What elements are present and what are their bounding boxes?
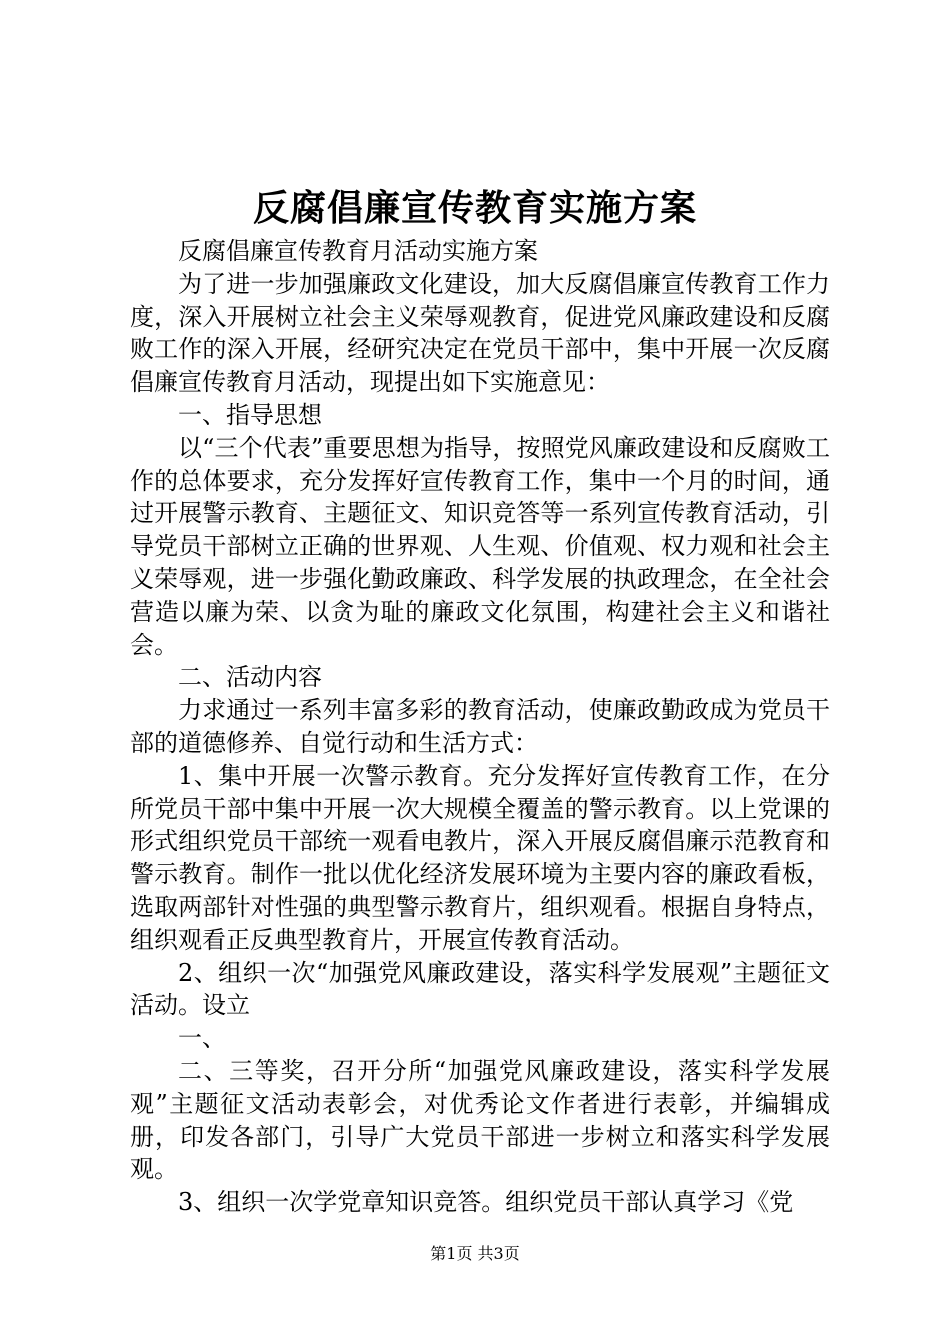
paragraph-intro: 为了进一步加强廉政文化建设，加大反腐倡廉宣传教育工作力度，深入开展树立社会主义荣辱观教育，促进党风廉政建设和反腐败工作的深入开展，经研究决定在党员干部中，集中开展一次反腐倡廉宣传教育月活动，现提出如下实施意见： <box>130 269 830 397</box>
paragraph-item-1: 1、集中开展一次警示教育。充分发挥好宣传教育工作，在分所党员干部中集中开展一次大规模全覆盖的警示教育。以上党课的形式组织党员干部统一观看电教片，深入开展反腐倡廉示范教育和警示教育。制作一批以优化经济发展环境为主要内容的廉政看板，选取两部针对性强的典型警示教育片，组织观看。根据自身特点，组织观看正反典型教育片，开展宣传教育活动。 <box>130 761 830 954</box>
paragraph-guiding-ideology: 以“三个代表”重要思想为指导，按照党风廉政建设和反腐败工作的总体要求，充分发挥好宣传教育工作，集中一个月的时间，通过开展警示教育、主题征文、知识竞答等一系列宣传教育活动，引导党员干部树立正确的世界观、人生观、价值观、权力观和社会主义荣辱观，进一步强化勤政廉政、科学发展的执政理念，在全社会营造以廉为荣、以贪为耻的廉政文化氛围，构建社会主义和谐社会。 <box>130 433 830 659</box>
paragraph-item-2-fragment: 一、 <box>178 1024 226 1053</box>
paragraph-item-2: 2、组织一次“加强党风廉政建设，落实科学发展观”主题征文活动。设立 <box>130 958 830 1020</box>
paragraph-item-3: 3、组织一次学党章知识竞答。组织党员干部认真学习《党 <box>178 1188 794 1217</box>
paragraph-item-2-continued: 二、三等奖，召开分所“加强党风廉政建设，落实科学发展观”主题征文活动表彰会，对优秀论文作者进行表彰，并编辑成册，印发各部门，引导广大党员干部进一步树立和落实科学发展观。 <box>130 1056 830 1184</box>
section-heading-guiding-ideology: 一、指导思想 <box>178 400 322 429</box>
paragraph-activity-intro: 力求通过一系列丰富多彩的教育活动，使廉政勤政成为党员干部的道德修养、自觉行动和生活方式： <box>130 696 830 757</box>
section-heading-activity-content: 二、活动内容 <box>178 663 322 692</box>
document-body <box>130 235 830 1219</box>
page-footer: 第1页 共3页 <box>430 1244 520 1263</box>
paragraph-subtitle: 反腐倡廉宣传教育月活动实施方案 <box>178 237 538 265</box>
document-title: 反腐倡廉宣传教育实施方案 <box>252 187 697 229</box>
